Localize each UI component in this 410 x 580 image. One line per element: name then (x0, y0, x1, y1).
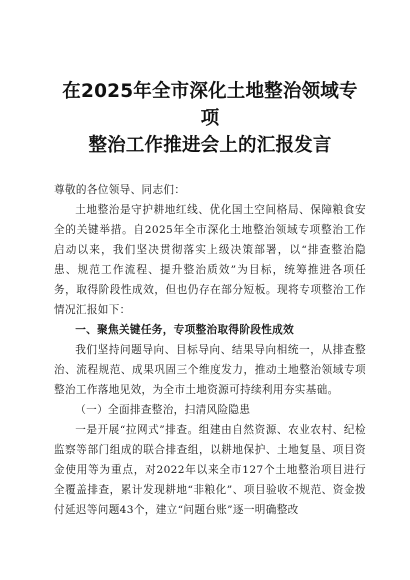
document-body (54, 180, 366, 520)
section-heading-1: 一、聚焦关键任务，专项整治取得阶段性成效 (75, 324, 295, 336)
subsection-1-paragraph: 一是开展“拉网式”排查。组建由自然资源、农业农村、纪检监察等部门组成的联合排查组，以耕地保护、土地复垦、项目资金使用等为重点，对2022年以来全市127个土地整治项目进行全覆盖排查，累计发现耕地“非粮化”、项目验收不规范、资金拨付延迟等问题43个，建立“问题台账”逐一明确整改 (54, 424, 366, 516)
salutation: 尊敬的各位领导、同志们： (54, 184, 186, 196)
title-line-2: 整治工作推进会上的汇报发言 (88, 135, 332, 156)
subsection-heading-1: （一）全面排查整治，扫清风险隐患 (75, 404, 251, 416)
title-line-1: 在2025年全市深化土地整治领域专项 (62, 81, 358, 129)
intro-paragraph: 土地整治是守护耕地红线、优化国土空间格局、保障粮食安全的关键举措。自2025年全市深化土地整治领域专项整治工作启动以来，我们坚决贯彻落实上级决策部署，以“排查整治隐患、规范工作流程、提升整治质效”为目标，统筹推进各项任务，取得阶段性成效，但也仍存在部分短板。现将专项整治工作情况汇报如下： (54, 204, 366, 316)
section-1-paragraph: 我们坚持问题导向、目标导向、结果导向相统一，从排查整治、流程规范、成果巩固三个维度发力，推动土地整治领域专项整治工作落地见效，为全市土地资源可持续利用夯实基础。 (54, 344, 366, 396)
document-title (54, 78, 366, 159)
